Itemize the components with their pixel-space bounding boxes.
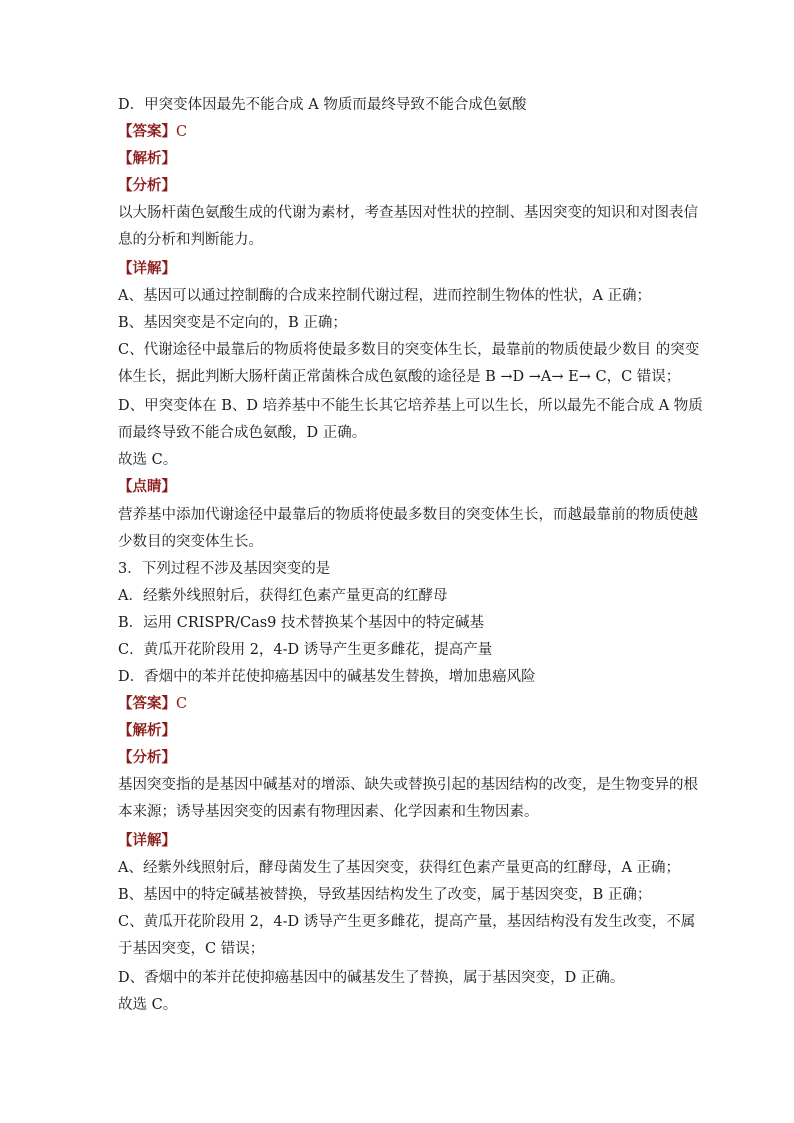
detail-line: D、甲突变体在 B、D 培养基中不能生长其它培养基上可以生长，所以最先不能合成 A 物质 [118, 398, 703, 414]
q3-detail-line: B、基因中的特定碱基被替换，导致基因结构发生了改变，属于基因突变，B 正确； [118, 887, 652, 903]
xiangjie-tag: 【详解】 [118, 260, 176, 277]
q3-option-c: C．黄瓜开花阶段用 2，4-D 诱导产生更多雌花，提高产量 [118, 642, 493, 658]
q3-option-b: B．运用 CRISPR/Cas9 技术替换某个基因中的特定碱基 [118, 615, 485, 631]
q3-detail-line: A、经紫外线照射后，酵母菌发生了基因突变，获得红色素产量更高的红酵母，A 正确； [118, 860, 681, 876]
detail-line: C、代谢途径中最靠后的物质将使最多数目的突变体生长，最靠前的物质使最少数目 的突变 [118, 342, 700, 358]
answer-tag: 【答案】 [118, 695, 176, 712]
q3-option-a: A．经紫外线照射后，获得红色素产量更高的红酵母 [118, 588, 448, 604]
answer-tag: 【答案】 [118, 123, 176, 140]
question-3-stem: 3．下列过程不涉及基因突变的是 [118, 561, 331, 577]
analysis-line: 以大肠杆菌色氨酸生成的代谢为素材，考查基因对性状的控制、基因突变的知识和对图表信 [118, 205, 698, 221]
q3-conclusion-line: 故选 C。 [118, 997, 178, 1013]
jiexi-tag: 【解析】 [118, 150, 176, 167]
note-line: 营养基中添加代谢途径中最靠后的物质将使最多数目的突变体生长，而越最靠前的物质使越 [118, 507, 698, 523]
q3-answer-line [118, 694, 187, 714]
q3-analysis-line: 基因突变指的是基因中碱基对的增添、缺失或替换引起的基因结构的改变，是生物变异的根 [118, 777, 698, 793]
fenxi-tag: 【分析】 [118, 177, 176, 194]
answer-value: C [176, 696, 188, 712]
q3-fenxi-tag: 【分析】 [118, 749, 176, 766]
q3-detail-line: C、黄瓜开花阶段用 2，4-D 诱导产生更多雌花，提高产量，基因结构没有发生改变，不属 [118, 914, 696, 930]
q3-detail-line: 于基因突变，C 错误； [118, 941, 265, 957]
q3-option-d: D．香烟中的苯并芘使抑癌基因中的碱基发生替换，增加患癌风险 [118, 669, 536, 685]
q3-xiangjie-tag: 【详解】 [118, 832, 176, 849]
answer-value: C [176, 124, 188, 140]
detail-line: A、基因可以通过控制酶的合成来控制代谢过程，进而控制生物体的性状，A 正确； [118, 288, 652, 304]
detail-line: B、基因突变是不定向的，B 正确； [118, 315, 347, 331]
note-line: 少数目的突变体生长。 [118, 534, 263, 550]
q3-detail-line: D、香烟中的苯并芘使抑癌基因中的碱基发生了替换，属于基因突变，D 正确。 [118, 970, 625, 986]
q3-jiexi-tag: 【解析】 [118, 722, 176, 739]
analysis-line: 息的分析和判断能力。 [118, 232, 263, 248]
dianjing-tag: 【点睛】 [118, 478, 176, 495]
option-d-line: D．甲突变体因最先不能合成 A 物质而最终导致不能合成色氨酸 [118, 97, 527, 113]
answer-line [118, 122, 187, 142]
conclusion-line: 故选 C。 [118, 452, 178, 468]
detail-line: 体生长，据此判断大肠杆菌正常菌株合成色氨酸的途径是 B →D →A→ E→ C，C 错误； [118, 369, 681, 385]
q3-analysis-line: 本来源；诱导基因突变的因素有物理因素、化学因素和生物因素。 [118, 804, 539, 820]
detail-line: 而最终导致不能合成色氨酸，D 正确。 [118, 425, 367, 441]
